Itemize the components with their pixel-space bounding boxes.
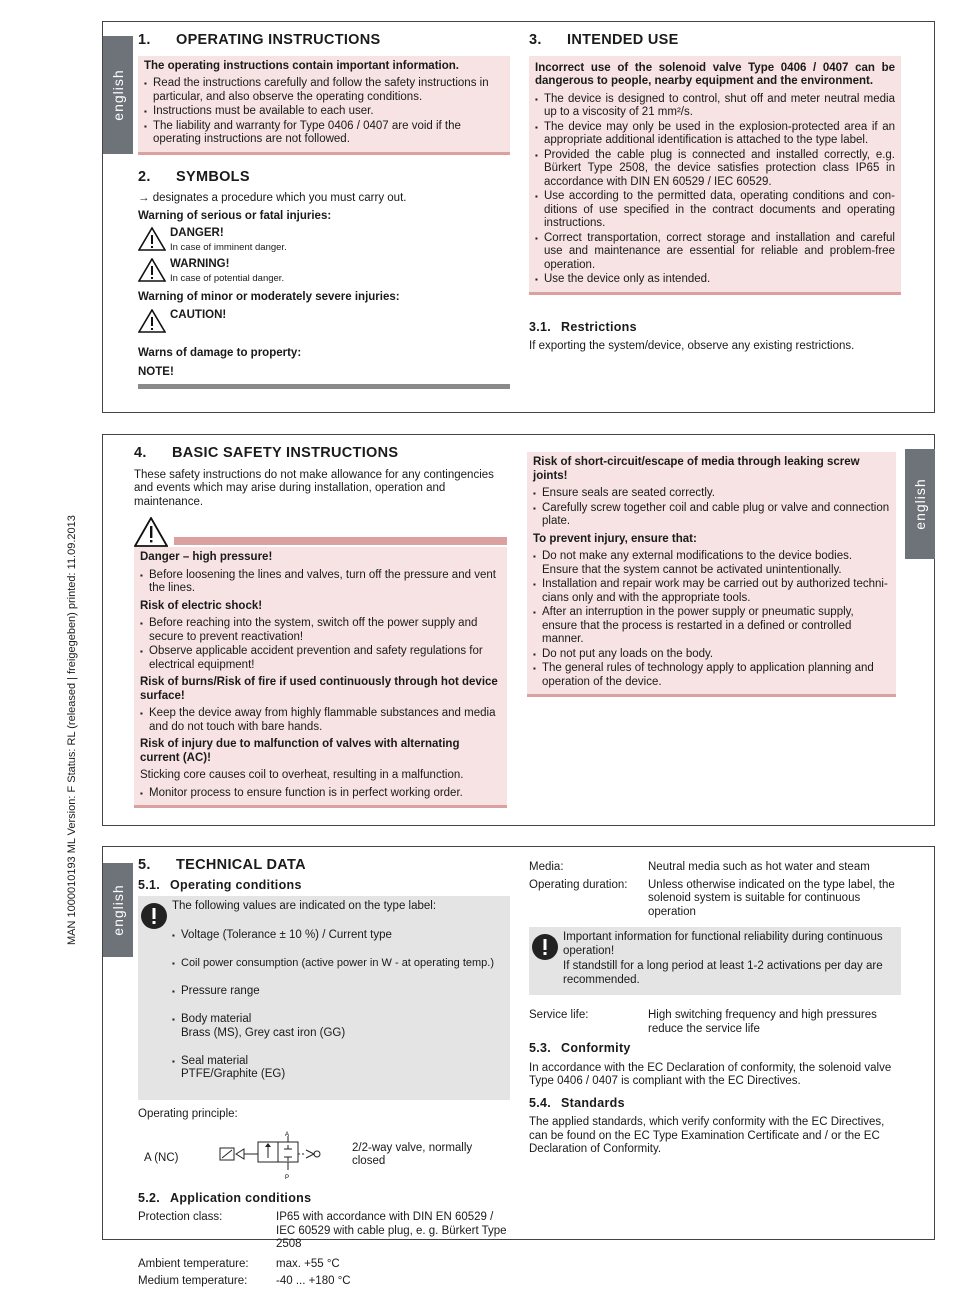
caution-symbol-row: CAUTION! xyxy=(138,309,510,333)
warning-list xyxy=(140,569,501,596)
damage-label: Warns of damage to property: xyxy=(138,346,302,359)
list-item: ▪ Do not make any external modifications to the device bodies. Ensure that the system cannot be activated unintentionally. xyxy=(533,550,890,577)
arrow-icon: → xyxy=(138,192,150,204)
minor-warning-label: Warning of minor or moderately severe injuries: xyxy=(138,291,400,303)
valve-symbol-row xyxy=(138,1128,510,1186)
panel-operating-symbols-intended xyxy=(102,21,935,413)
service-life-row: Service life: High switching frequency and high pressures reduce the service life xyxy=(529,1009,877,1035)
warning-triangle-icon xyxy=(138,309,166,333)
panel-technical-data xyxy=(102,846,935,1287)
section-1-heading: 1. OPERATING INSTRUCTIONS xyxy=(138,32,381,48)
valve-type-label: A (NC) xyxy=(144,1151,179,1164)
reliability-note xyxy=(529,927,901,995)
safety-warnings-box-2 xyxy=(527,452,896,697)
language-tab xyxy=(103,863,133,957)
warning-triangle-icon xyxy=(138,258,166,282)
standards-text: The applied standards, which verify conformity with the EC Directives, can be found on the EC Type Examination Certificate and / or the EC Declaration of Conformity. xyxy=(529,1116,885,1155)
warning-list xyxy=(140,787,501,801)
type-label-list xyxy=(172,916,494,1097)
warning-list xyxy=(533,550,890,689)
app-row-ambient: Ambient temperature: max. +55 °C xyxy=(138,1257,340,1270)
list-item: ▪ After an interruption in the power supply or pneumatic supply, ensure that the process is restarted in a defined or controlled manner. xyxy=(533,606,890,647)
note-text: If standstill for a long period at least 1-2 activations per day are recommended. xyxy=(563,960,883,986)
list-item: ▪ Use the device only as intended. xyxy=(535,273,895,287)
app-row-medium: Medium temperature: -40 ... +180 °C xyxy=(138,1275,351,1287)
section-5-1-heading: 5.1. Operating conditions xyxy=(138,877,302,892)
exclamation-icon xyxy=(140,902,168,930)
warning-list xyxy=(140,707,501,734)
duration-row: Operating duration: Unless otherwise indicated on the type label, the solenoid system is suitable for continuous operation xyxy=(529,878,895,918)
list-item: ▪ Coil power consumption (active power in W - at operating temp.) xyxy=(172,957,494,971)
operating-list xyxy=(144,77,504,147)
operating-instructions-box xyxy=(138,56,510,155)
danger-bar xyxy=(174,537,507,545)
safety-intro: These safety instructions do not make allowance for any contingencies and events which may arise during installation, operation and maintenance. xyxy=(134,468,494,508)
conformity-text: In accordance with the EC Declaration of conformity, the solenoid valve Type 0406 / 0407 is compliant with the EC Directives. xyxy=(529,1061,892,1087)
valve-description: 2/2-way valve, normally closed xyxy=(352,1141,473,1167)
col-left xyxy=(134,447,507,808)
language-tab xyxy=(103,36,133,154)
warning-triangle-icon xyxy=(134,517,168,547)
list-item: ▪ Pressure range xyxy=(172,985,494,999)
procedure-line: → designates a procedure which you must carry out. xyxy=(138,192,407,204)
list-item: ▪ Before loosening the lines and valves, turn off the pressure and vent the lines. xyxy=(140,569,501,596)
danger-symbol-row: DANGER! In case of imminent danger. xyxy=(138,227,510,254)
list-item: ▪ Observe applicable accident prevention and safety regulations for electrical equipment! xyxy=(140,645,501,672)
list-item: ▪ Instructions must be available to each user. xyxy=(144,105,504,119)
col-left xyxy=(138,34,510,389)
col-right xyxy=(527,452,896,697)
list-item: ▪ Seal material PTFE/Graphite (EG) xyxy=(172,1055,494,1082)
list-item: ▪ Monitor process to ensure function is in perfect working order. xyxy=(140,787,501,801)
section-5-2-heading: 5.2. Application conditions xyxy=(138,1190,312,1205)
divider-bar xyxy=(138,384,510,389)
list-item: ▪ Correct transportation, correct storage and installation and careful use and maintenance are essential for reliable and problem-free operation. xyxy=(535,232,895,273)
warning-heading: Danger – high pressure! xyxy=(140,551,273,563)
section-2-heading: 2. SYMBOLS xyxy=(138,168,250,185)
document-status-line: MAN 1000010193 ML Version: F Status: RL (released | freigegeben) printed: 11.09.2013 xyxy=(66,515,78,945)
intended-use-list xyxy=(535,93,895,287)
note-label: NOTE! xyxy=(138,366,174,378)
app-row-protection: Protection class: IP65 with accordance with DIN EN 60529 / IEC 60529 with cable plug, e. g. Bürkert Type 2508 xyxy=(138,1211,507,1250)
list-item: ▪ Installation and repair work may be carried out by authorized technicians only and with the appropriate tools. xyxy=(533,578,890,605)
list-item: ▪ The device may only be used in the explosion-protected area if an appropriate additional identification is attached to the type label. xyxy=(535,121,895,148)
list-item: ▪ Use according to the permitted data, operating conditions and conditions of use specified in the contract documents and operating instructions. xyxy=(535,190,895,231)
safety-warnings-box xyxy=(134,547,507,808)
box-heading: The operating instructions contain important information. xyxy=(144,59,459,72)
type-label-note xyxy=(138,896,510,1100)
list-item: ▪ Provided the cable plug is connected and installed correctly, e.g. Bürkert Type 2508, the device satisfies protection class IP65 in accordance with DIN EN 60529 / IEC 60529. xyxy=(535,149,895,190)
list-item: ▪ Keep the device away from highly flammable substances and media and do not touch with bare hands. xyxy=(140,707,501,734)
operating-principle-label: Operating principle: xyxy=(138,1108,238,1120)
language-tab-label: english xyxy=(912,478,928,530)
warning-list xyxy=(140,617,501,672)
section-5-4-heading: 5.4. Standards xyxy=(529,1095,625,1110)
section-3-heading: 3. INTENDED USE xyxy=(529,32,679,48)
note-heading: The following values are indicated on the type label: xyxy=(172,900,437,912)
language-tab xyxy=(905,449,935,559)
list-item: ▪ Carefully screw together coil and cable plug or valve and connection plate. xyxy=(533,502,890,529)
warning-list xyxy=(533,487,890,529)
section-5-heading: 5. TECHNICAL DATA xyxy=(138,857,306,873)
warning-heading: Risk of injury due to malfunction of valves with alternating current (AC)! xyxy=(140,738,460,764)
language-tab-label: english xyxy=(110,69,126,121)
section-5-3-heading: 5.3. Conformity xyxy=(529,1041,631,1055)
box-heading: Incorrect use of the solenoid valve Type 0406 / 0407 can be dangerous to people, nearby equipment and the environment. xyxy=(535,61,895,87)
section-4-heading: 4. BASIC SAFETY INSTRUCTIONS xyxy=(134,445,399,461)
list-item: ▪ The liability and warranty for Type 0406 / 0407 are void if the operating instructions are not followed. xyxy=(144,120,504,147)
list-item: ▪ The general rules of technology apply to application planning and operation of the device. xyxy=(533,662,890,689)
col-left xyxy=(138,859,510,1293)
exclamation-icon xyxy=(531,933,559,961)
intended-use-box xyxy=(529,56,901,295)
warning-heading: Risk of short-circuit/escape of media through leaking screw joints! xyxy=(533,456,860,482)
list-item: ▪ Read the instructions carefully and follow the safety instructions in particular, and also observe the operating conditions. xyxy=(144,77,504,104)
language-tab-label: english xyxy=(110,884,126,936)
list-item: ▪ Before reaching into the system, switch off the power supply and secure to prevent reactivation! xyxy=(140,617,501,644)
warning-heading: To prevent injury, ensure that: xyxy=(533,532,697,545)
warning-heading: Risk of electric shock! xyxy=(140,599,263,612)
panel-basic-safety xyxy=(102,434,935,826)
warning-triangle-icon xyxy=(138,227,166,251)
section-3-1-heading: 3.1. Restrictions xyxy=(529,319,637,334)
media-row: Media: Neutral media such as hot water and steam xyxy=(529,861,870,873)
svg-text:P: P xyxy=(285,1174,290,1181)
note-text: Important information for functional reliability during continuous operation! xyxy=(563,931,883,957)
serious-warning-label: Warning of serious or fatal injuries: xyxy=(138,209,332,222)
valve-symbol-icon xyxy=(218,1130,328,1182)
warning-symbol-row: WARNING! In case of potential danger. xyxy=(138,258,510,285)
list-item: ▪ Do not put any loads on the body. xyxy=(533,648,890,662)
col-right xyxy=(529,861,901,1161)
warning-heading: Risk of burns/Risk of fire if used continuously through hot device surface! xyxy=(140,676,498,702)
svg-text:A: A xyxy=(285,1131,290,1138)
warning-text: Sticking core causes coil to overheat, resulting in a malfunction. xyxy=(140,769,464,781)
list-item: ▪ Ensure seals are seated correctly. xyxy=(533,487,890,501)
list-item: ▪ The device is designed to control, shut off and meter neutral media up to a viscosity of 21 mm²/s. xyxy=(535,93,895,120)
danger-header xyxy=(134,517,507,547)
list-item: ▪ Body material Brass (MS), Grey cast iron (GG) xyxy=(172,1013,494,1040)
list-item: ▪ Voltage (Tolerance ± 10 %) / Current type xyxy=(172,929,494,943)
col-right xyxy=(529,34,901,358)
restrictions-text: If exporting the system/device, observe any existing restrictions. xyxy=(529,340,855,352)
